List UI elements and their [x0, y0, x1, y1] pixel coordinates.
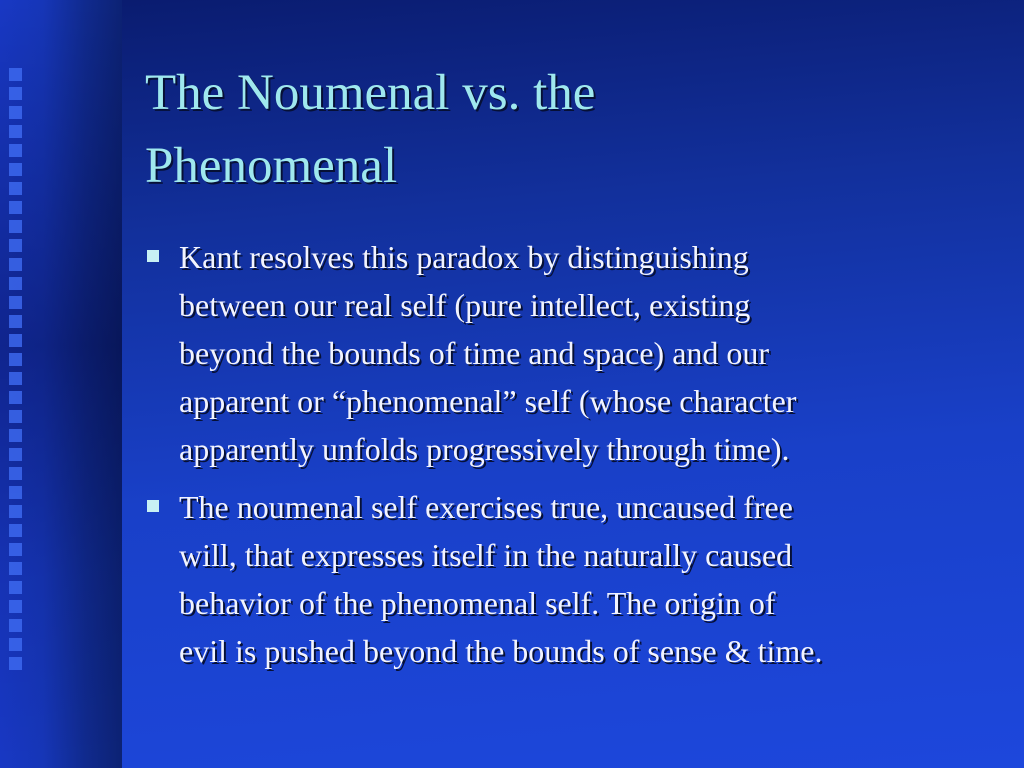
- decorative-square: [9, 600, 22, 613]
- decorative-square: [9, 391, 22, 404]
- decorative-square: [9, 87, 22, 100]
- decorative-square: [9, 581, 22, 594]
- decorative-square: [9, 543, 22, 556]
- decorative-square: [9, 68, 22, 81]
- decorative-square: [9, 410, 22, 423]
- decorative-square: [9, 448, 22, 461]
- decorative-square: [9, 125, 22, 138]
- bullet-list: [145, 233, 1005, 685]
- bullet-item-noumenal-self: [145, 483, 1005, 675]
- bullet-line: apparent or “phenomenal” self (whose character: [179, 383, 797, 419]
- decorative-square: [9, 315, 22, 328]
- decorative-square: [9, 201, 22, 214]
- bullet-line: The noumenal self exercises true, uncaused free: [179, 489, 793, 525]
- decorative-square: [9, 429, 22, 442]
- slide-title: [145, 65, 1005, 194]
- decorative-square: [9, 353, 22, 366]
- bullet-line: evil is pushed beyond the bounds of sense & time.: [179, 633, 823, 669]
- decorative-square: [9, 524, 22, 537]
- slide-title-line-2: Phenomenal: [145, 138, 398, 194]
- decorative-square: [9, 144, 22, 157]
- bullet-item-kant-resolution: [145, 233, 1005, 473]
- decorative-square: [9, 220, 22, 233]
- bullet-line: between our real self (pure intellect, existing: [179, 287, 751, 323]
- decorative-square: [9, 296, 22, 309]
- decorative-square: [9, 258, 22, 271]
- bullet-line: Kant resolves this paradox by distinguishing: [179, 239, 749, 275]
- slide-title-line-1: The Noumenal vs. the: [145, 65, 596, 121]
- decorative-square: [9, 486, 22, 499]
- bullet-line: beyond the bounds of time and space) and our: [179, 335, 770, 371]
- decorative-square: [9, 467, 22, 480]
- decorative-square: [9, 657, 22, 670]
- decorative-square: [9, 106, 22, 119]
- decorative-square: [9, 638, 22, 651]
- decorative-square: [9, 619, 22, 632]
- decorative-square: [9, 334, 22, 347]
- decorative-side-strip: [0, 0, 122, 768]
- bullet-line: will, that expresses itself in the naturally caused: [179, 537, 793, 573]
- bullet-line: apparently unfolds progressively through time).: [179, 431, 790, 467]
- decorative-square: [9, 239, 22, 252]
- decorative-square: [9, 163, 22, 176]
- bullet-line: behavior of the phenomenal self. The origin of: [179, 585, 776, 621]
- decorative-square: [9, 182, 22, 195]
- square-bullet-icon: [147, 500, 159, 512]
- decorative-square-column: [9, 68, 25, 676]
- square-bullet-icon: [147, 250, 159, 262]
- decorative-square: [9, 372, 22, 385]
- decorative-square: [9, 505, 22, 518]
- decorative-square: [9, 562, 22, 575]
- decorative-square: [9, 277, 22, 290]
